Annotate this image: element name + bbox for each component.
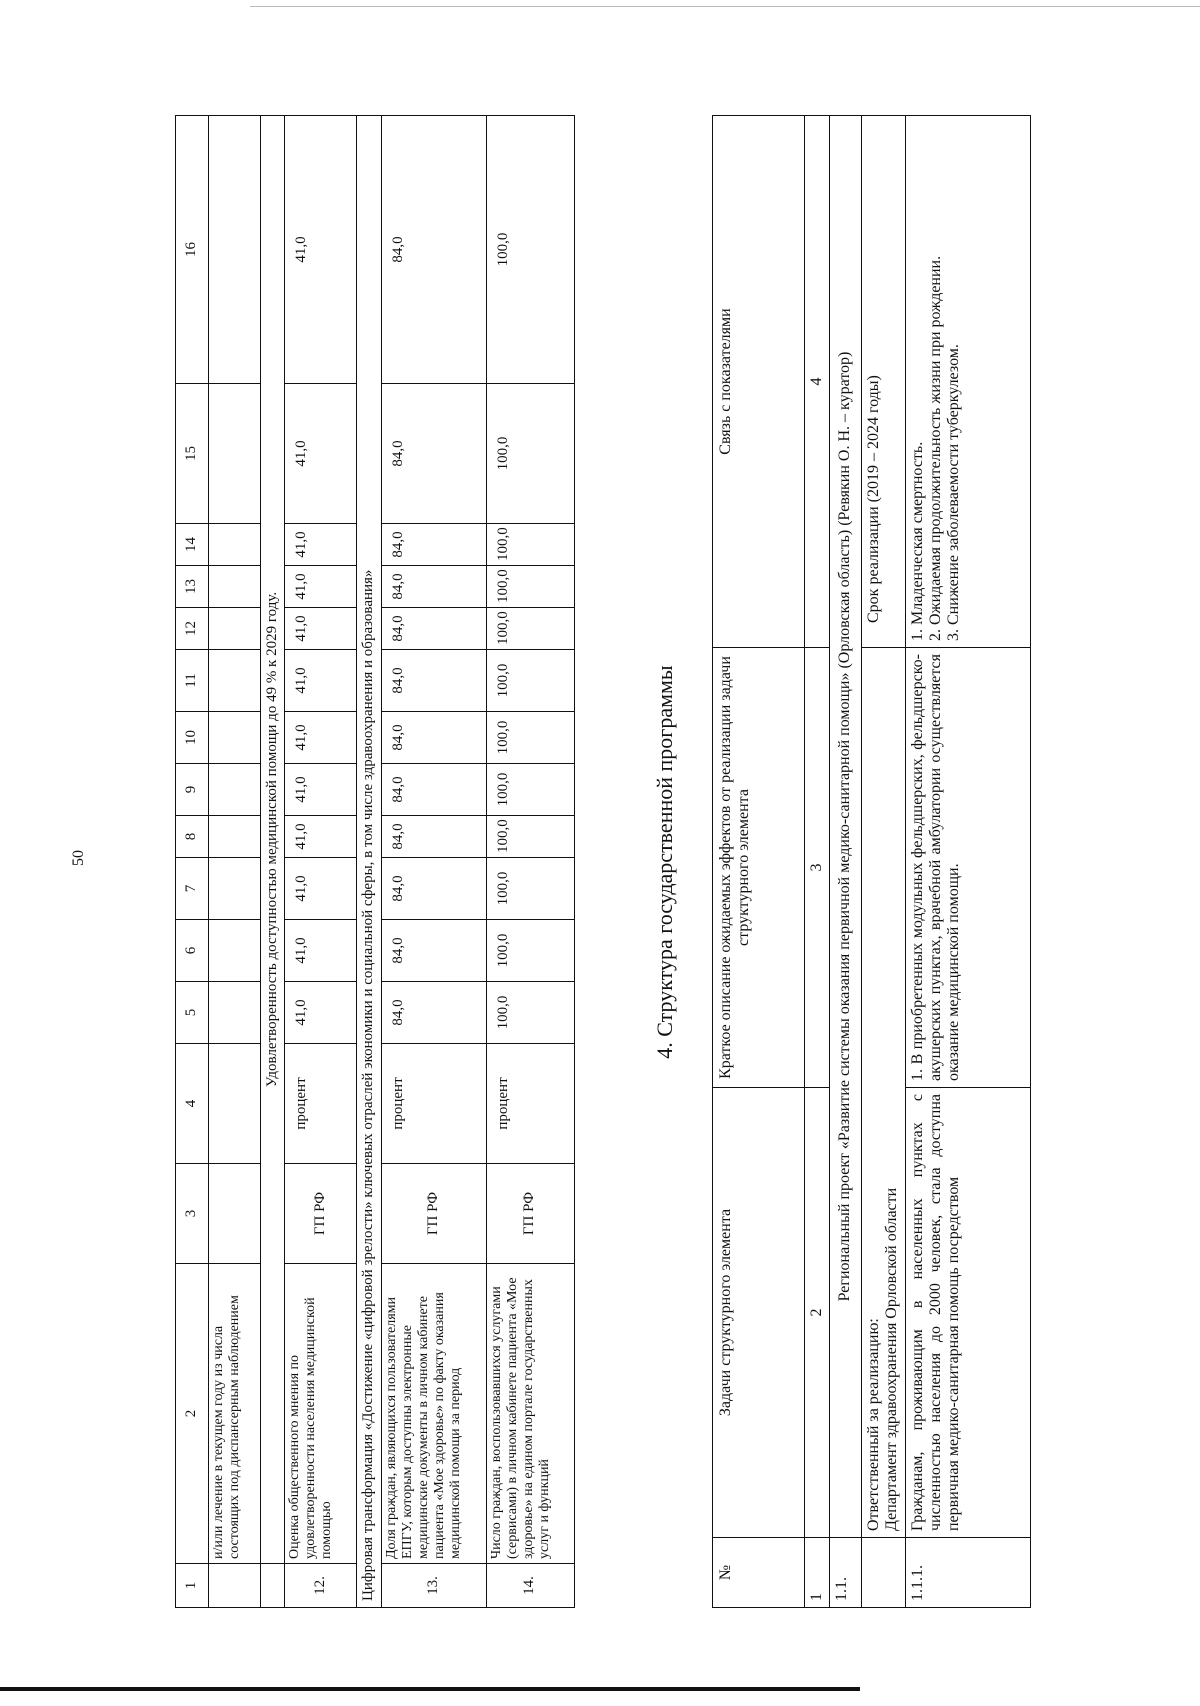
value-cell: 41,0 [285,764,357,816]
value-cell: 84,0 [381,524,486,566]
col-number: 3 [805,648,830,1088]
col-header: 9 [176,764,209,816]
col-header: 5 [176,982,209,1044]
col-number: 2 [805,1088,830,1538]
section-row [261,116,285,1608]
indicator-name: и/или лечение в текущем году из числа состоящих под диспансерным наблюдением [209,1264,261,1564]
list-item: 1. Младенческая смертность. [908,441,926,641]
indicator-name: Число граждан, воспользовавшихся услугами (сервисами) в личном кабинете пациента «Мое здоровье» на едином портале государственных услуг и функций [486,1264,574,1564]
col-header: 12 [176,608,209,650]
continuation-row [209,116,261,1608]
effect-text: 1. В приобретенных модульных фельдшерских, фельдшерско-акушерских пунктах, врачебной амбулатории осуществляется оказание медицинской помощи. [905,648,1030,1088]
value-cell: 41,0 [285,524,357,566]
value-cell: 84,0 [381,816,486,858]
responsible-row [861,116,905,1608]
value-cell: 84,0 [381,920,486,982]
table-row [486,116,574,1608]
project-row [830,116,861,1608]
section-title: 4. Структура государственной программы [652,665,677,1059]
list-item: 3. Снижение заболеваемости туберкулезом. [945,344,963,641]
value-cell: 84,0 [381,116,486,384]
value-cell: 100,0 [486,982,574,1044]
col-header: Задачи структурного элемента [713,1088,805,1538]
program-structure-table [712,115,1031,1608]
value-cell: 84,0 [381,764,486,816]
header-row [176,116,209,1608]
col-header: 10 [176,712,209,764]
header-row [713,116,805,1608]
value-cell: 100,0 [486,566,574,608]
indicator-level: ГП РФ [486,1164,574,1264]
col-header: 15 [176,384,209,524]
responsible-label: Ответственный за реализацию: [864,1318,882,1531]
value-cell: 84,0 [381,982,486,1044]
col-header: 3 [176,1164,209,1264]
value-cell: 100,0 [486,524,574,566]
col-header: 2 [176,1264,209,1564]
section-heading: Цифровая трансформация «Достижение «цифровой зрелости» ключевых отраслей экономики и социальной сферы, в том числе здравоохранения и образования» [357,116,381,1608]
indicator-level: ГП РФ [381,1164,486,1264]
value-cell: 100,0 [486,116,574,384]
value-cell: 84,0 [381,858,486,920]
responsible-value: Департамент здравоохранения Орловской области [883,1187,901,1531]
row-number: 12. [285,1564,357,1608]
col-header: Связь с показателями [713,116,805,648]
value-cell: 100,0 [486,712,574,764]
value-cell: 100,0 [486,858,574,920]
links-cell [905,116,1030,648]
row-number: 1.1.1. [905,1538,1030,1608]
indicator-unit: процент [381,1044,486,1164]
value-cell: 41,0 [285,650,357,712]
col-header: 16 [176,116,209,384]
value-cell: 84,0 [381,566,486,608]
row-number: 14. [486,1564,574,1608]
table-row [285,116,357,1608]
value-cell: 84,0 [381,712,486,764]
scan-bottom-edge-line [0,1687,860,1691]
col-header: 6 [176,920,209,982]
value-cell: 41,0 [285,116,357,384]
task-text: Гражданам, проживающим в населенных пунктах с численностью населения до 2000 человек, стала доступна первичная медико-санитарная помощь посредством [905,1088,1030,1538]
indicators-table [175,115,575,1608]
indicator-level: ГП РФ [285,1164,357,1264]
term-cell: Срок реализации (2019 – 2024 годы) [861,116,905,648]
table-row [381,116,486,1608]
value-cell: 100,0 [486,608,574,650]
row-number: 13. [381,1564,486,1608]
section-heading: Удовлетворенность доступностью медицинской помощи до 49 % к 2029 году. [261,116,285,1564]
col-number: 4 [805,116,830,648]
value-cell: 41,0 [285,982,357,1044]
responsible-cell [861,648,905,1538]
col-header: Краткое описание ожидаемых эффектов от реализации задачи структурного элемента [713,648,805,1088]
col-header: 7 [176,858,209,920]
col-header: № [713,1538,805,1608]
value-cell: 100,0 [486,816,574,858]
list-item: 2. Ожидаемая продолжительность жизни при рождении. [926,255,944,641]
value-cell: 41,0 [285,608,357,650]
value-cell: 100,0 [486,764,574,816]
col-header: 13 [176,566,209,608]
indicator-unit: процент [486,1044,574,1164]
value-cell: 41,0 [285,858,357,920]
value-cell: 41,0 [285,384,357,524]
col-header: 1 [176,1564,209,1608]
value-cell: 84,0 [381,608,486,650]
value-cell: 84,0 [381,384,486,524]
value-cell: 41,0 [285,816,357,858]
indicator-name: Оценка общественного мнения по удовлетворенности населения медицинской помощью [285,1264,357,1564]
value-cell: 100,0 [486,384,574,524]
value-cell: 41,0 [285,920,357,982]
value-cell: 84,0 [381,650,486,712]
project-title: Региональный проект «Развитие системы оказания первичной медико-санитарной помощи» (Орловская область) (Ревякин О. Н. – куратор) [830,116,861,1538]
header-num-row [805,116,830,1608]
value-cell: 41,0 [285,566,357,608]
indicator-name: Доля граждан, являющихся пользователями ЕПГУ, которым доступны электронные медицинские документы в личном кабинете пациента «Мое здоровье» по факту оказания медицинской помощи за период [381,1264,486,1564]
col-number: 1 [805,1538,830,1608]
row-number: 1.1. [830,1538,861,1608]
indicator-unit: процент [285,1044,357,1164]
col-header: 14 [176,524,209,566]
value-cell: 100,0 [486,920,574,982]
col-header: 11 [176,650,209,712]
section-row [357,116,381,1608]
col-header: 8 [176,816,209,858]
task-row [905,116,1030,1608]
page-number: 50 [70,850,87,866]
value-cell: 100,0 [486,650,574,712]
value-cell: 41,0 [285,712,357,764]
col-header: 4 [176,1044,209,1164]
